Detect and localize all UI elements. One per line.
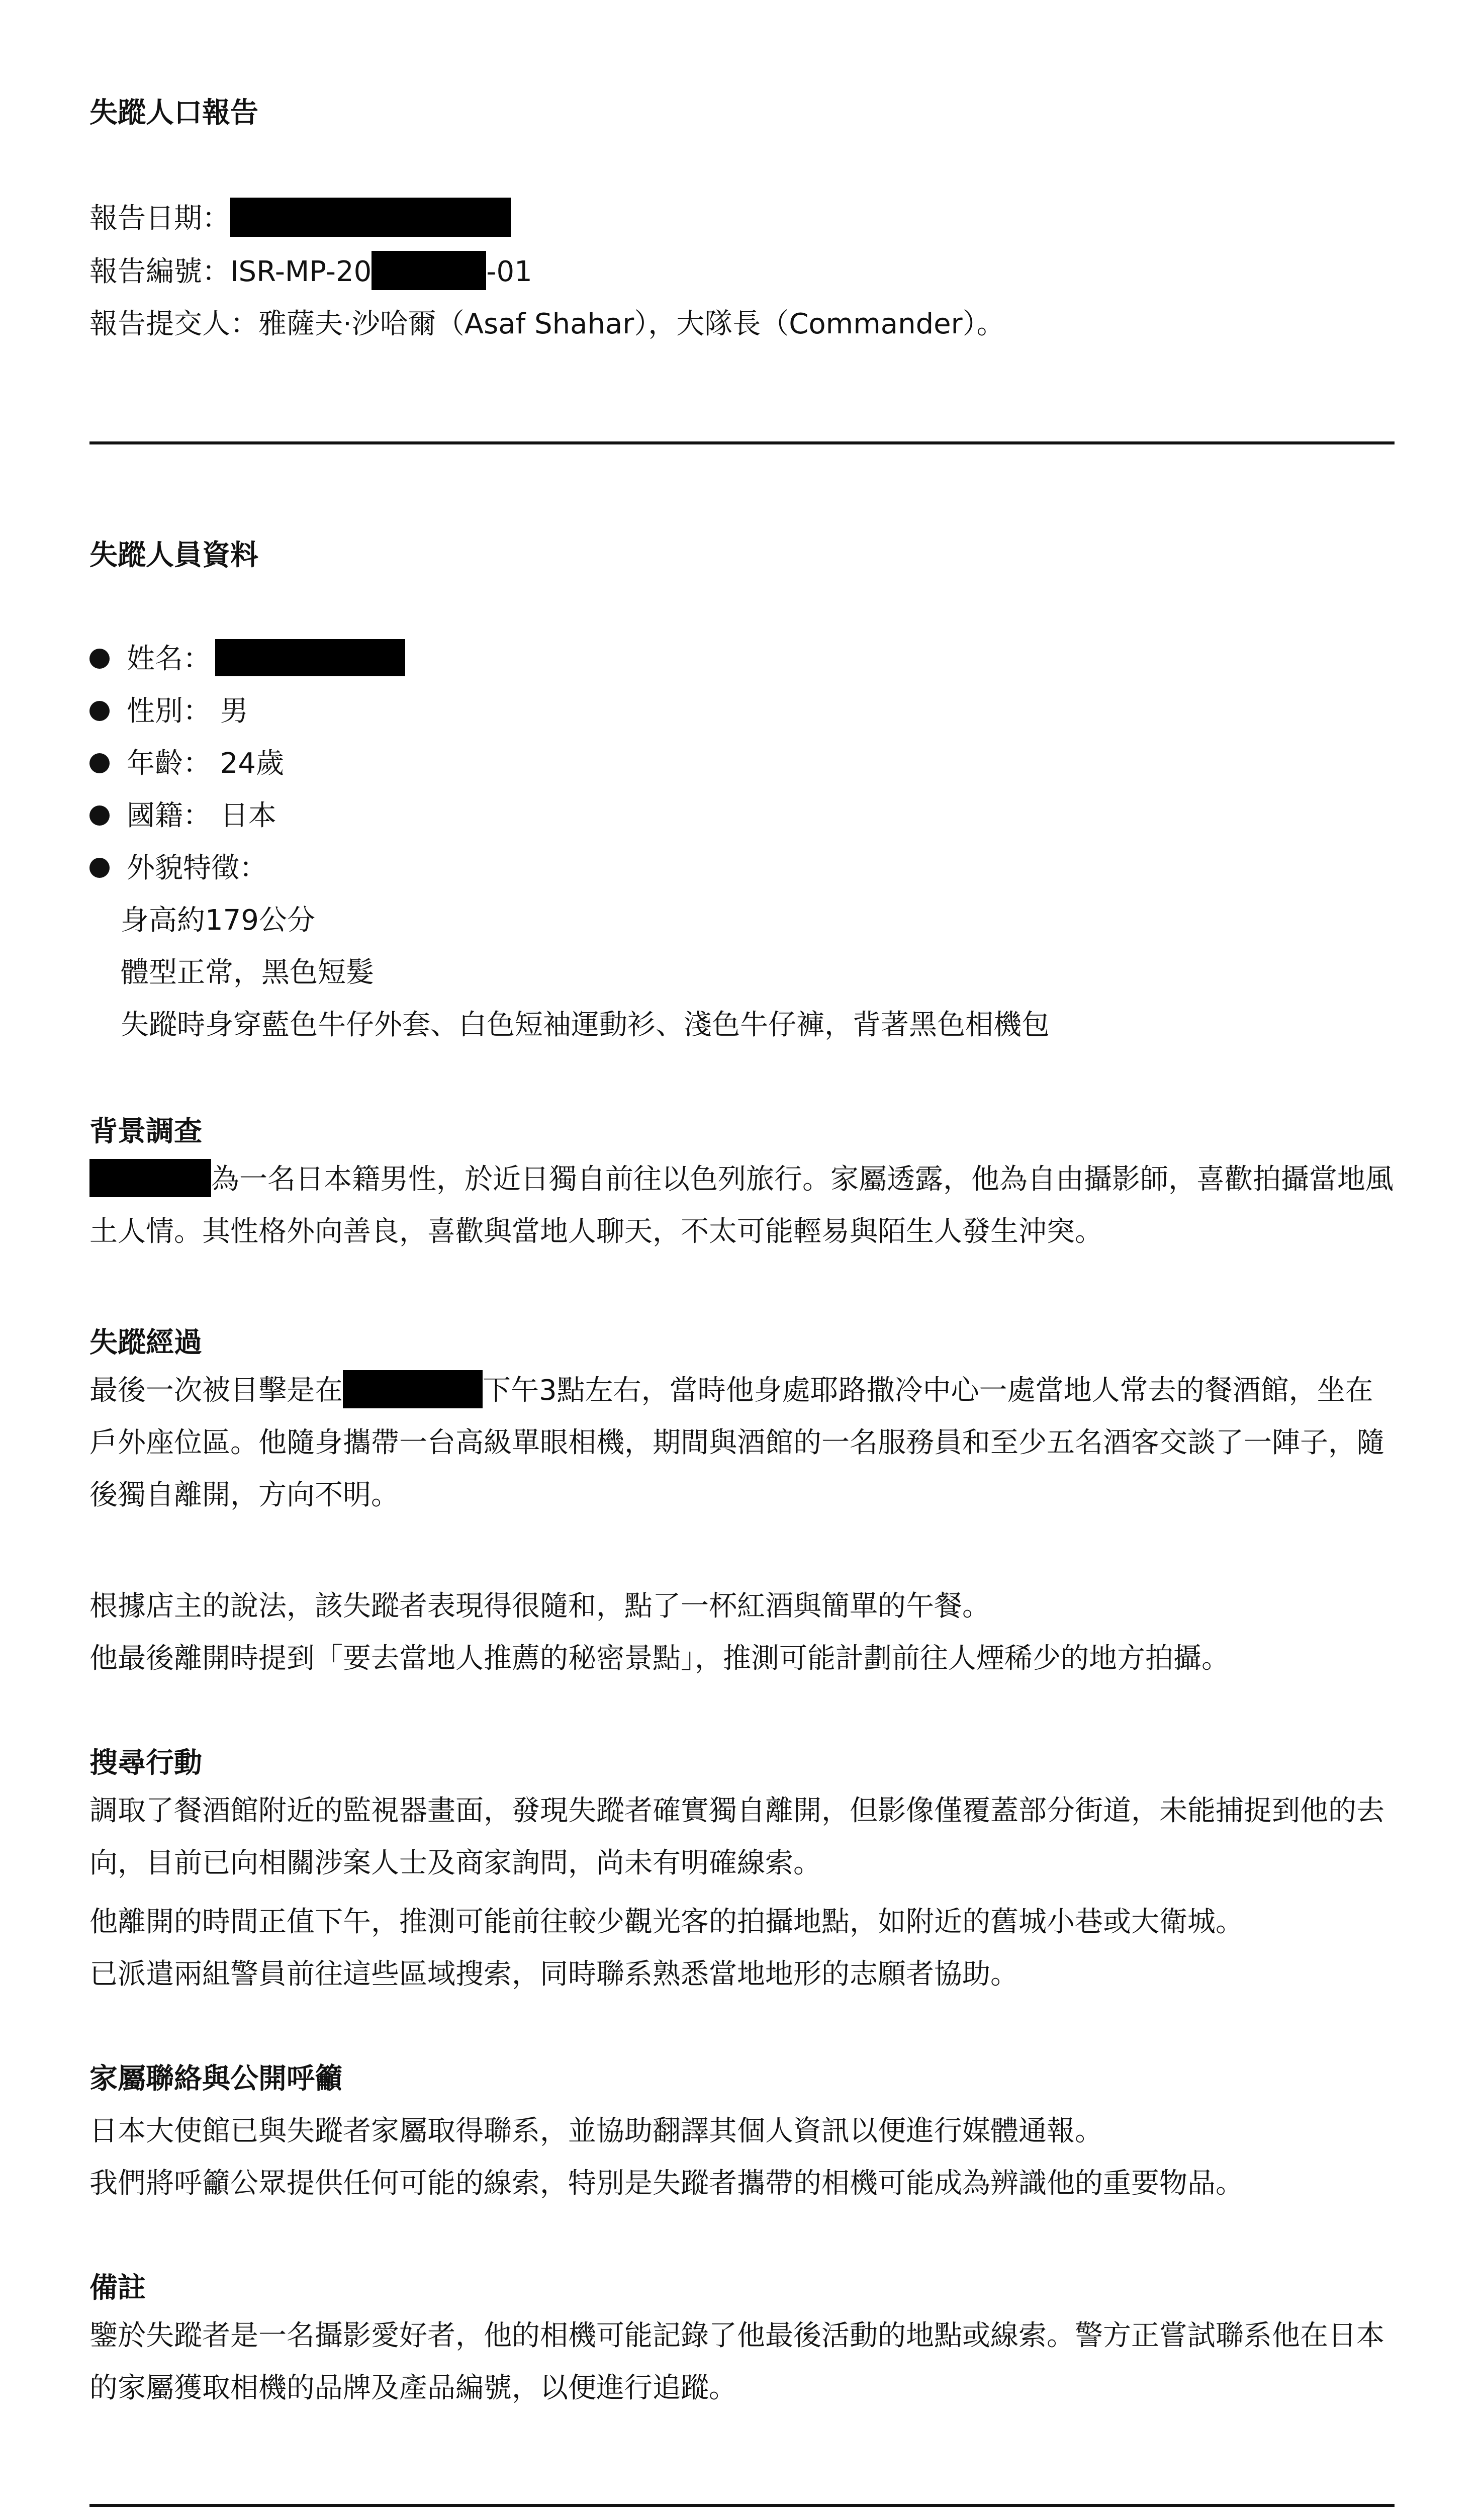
appearance-item: 失蹤時身穿藍色牛仔外套、白色短袖運動衫、淺色牛仔褲，背著黑色相機包	[121, 1009, 1050, 1041]
person-appearance	[89, 846, 267, 886]
report-number-label: 報告編號：	[89, 255, 230, 288]
divider	[89, 2504, 1395, 2507]
report-number-suffix: -01	[486, 255, 532, 288]
disappearance-line: 他最後離開時提到「要去當地人推薦的秘密景點」，推測可能計劃前往人煙稀少的地方拍攝。	[89, 1642, 1230, 1675]
report-submitter: 報告提交人：雅薩夫·沙哈爾（Asaf Shahar），大隊長（Commander）。	[89, 308, 1005, 340]
search-paragraph: 調取了餐酒館附近的監視器畫面，發現失蹤者確實獨自離開，但影像僅覆蓋部分街道，未能捕捉到他的去向，目前已向相關涉案人士及商家詢問，尚未有明確線索。	[89, 1794, 1384, 1879]
age-text: 年齡： 24歲	[127, 747, 285, 780]
report-date-label: 報告日期：	[89, 202, 230, 235]
disappearance-line: 根據店主的說法，該失蹤者表現得很隨和，點了一杯紅酒與簡單的午餐。	[89, 1590, 990, 1623]
search-heading: 搜尋行動	[89, 1747, 202, 1779]
disappearance-paragraph	[89, 1365, 1395, 1521]
family-line: 我們將呼籲公眾提供任何可能的線索，特別是失蹤者攜帶的相機可能成為辨識他的重要物品。	[89, 2167, 1244, 2200]
bullet-icon	[89, 753, 110, 773]
disappearance-text-before: 最後一次被目擊是在	[89, 1374, 343, 1407]
report-number-prefix: ISR-MP-20	[230, 255, 372, 288]
person-heading: 失蹤人員資料	[89, 539, 258, 572]
redacted-number	[372, 251, 486, 290]
bullet-icon	[89, 858, 110, 878]
bullet-icon	[89, 649, 110, 669]
bullet-icon	[89, 701, 110, 721]
report-title: 失蹤人口報告	[89, 97, 258, 129]
background-text: 為一名日本籍男性，於近日獨自前往以色列旅行。家屬透露，他為自由攝影師，喜歡拍攝當地風土人情。其性格外向善良，喜歡與當地人聊天，不太可能輕易與陌生人發生沖突。	[89, 1163, 1394, 1248]
redacted-date	[230, 198, 511, 237]
redacted-name	[89, 1159, 211, 1197]
redacted-date	[343, 1370, 483, 1408]
nationality-text: 國籍： 日本	[127, 799, 276, 832]
search-line: 已派遣兩組警員前往這些區域搜索，同時聯系熟悉當地地形的志願者協助。	[89, 1958, 1018, 1991]
disappearance-text-after: 下午3點左右，當時他身處耶路撒冷中心一處當地人常去的餐酒館，坐在戶外座位區。他隨身攜帶一台高級單眼相機，期間與酒館的一名服務員和至少五名酒客交談了一陣子，隨後獨自離開，方向不明。	[89, 1374, 1384, 1511]
appearance-item: 體型正常，黑色短髮	[121, 956, 374, 989]
name-label: 姓名：	[127, 643, 211, 675]
notes-heading: 備註	[89, 2272, 146, 2304]
person-nationality	[89, 793, 276, 834]
report-date	[89, 196, 511, 240]
person-name	[89, 637, 405, 679]
report-number	[89, 249, 532, 293]
bullet-icon	[89, 805, 110, 826]
person-gender	[89, 689, 248, 729]
notes-paragraph: 鑒於失蹤者是一名攝影愛好者，他的相機可能記錄了他最後活動的地點或線索。警方正嘗試聯系他在日本的家屬獲取相機的品牌及產品編號，以便進行追蹤。	[89, 2319, 1384, 2404]
search-line: 他離開的時間正值下午，推測可能前往較少觀光客的拍攝地點，如附近的舊城小巷或大衛城。	[89, 1906, 1244, 1938]
appearance-item: 身高約179公分	[121, 904, 315, 937]
disappearance-heading: 失蹤經過	[89, 1326, 202, 1359]
family-heading: 家屬聯絡與公開呼籲	[89, 2062, 343, 2095]
background-heading: 背景調查	[89, 1115, 202, 1148]
redacted-name	[215, 639, 405, 676]
family-line: 日本大使館已與失蹤者家屬取得聯系，並協助翻譯其個人資訊以便進行媒體通報。	[89, 2115, 1103, 2147]
background-paragraph	[89, 1153, 1395, 1258]
appearance-label: 外貌特徵：	[127, 852, 267, 884]
divider	[89, 441, 1395, 444]
gender-text: 性別： 男	[127, 695, 248, 728]
person-age	[89, 741, 284, 781]
